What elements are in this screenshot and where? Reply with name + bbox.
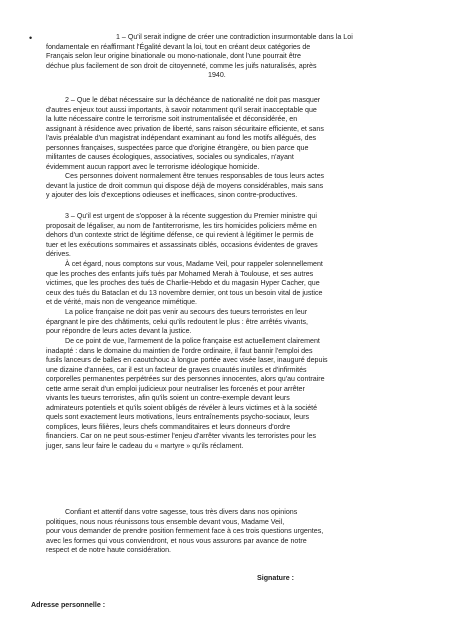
line: fondamentale en réaffirmant l'Égalité devant la loi, tout en créant deux catégories de: [46, 42, 311, 51]
line: Confiant et attentif dans votre sagesse, tous très divers dans nos opinions: [65, 508, 298, 516]
point-3-paragraph: [46, 212, 424, 260]
line: dehors d'un contexte strict de légitime défense, ce qui revient à légitimer le permis de: [46, 231, 314, 240]
line: une dizaine d'années, car il est un facteur de graves cruautés inutiles et d'infirmités: [46, 365, 307, 374]
line: 1940.: [208, 71, 226, 80]
line: À cet égard, nous comptons sur vous, Madame Veil, pour rappeler solennellement: [65, 260, 323, 268]
address-label: Adresse personnelle :: [31, 601, 106, 609]
line: l'avis préalable d'un magistrat indépendant examinant au fond les motifs allégués, des: [46, 134, 317, 143]
line: proposait de légaliser, au nom de l'antiterrorisme, les tirs homicides policiers même en: [46, 221, 317, 230]
line: De ce point de vue, l'armement de la police française est actuellement clairement: [65, 337, 320, 345]
veil-paragraph: [46, 260, 424, 308]
line: dérives.: [46, 250, 71, 259]
line: militantes de causes écologiques, associatives, sociales ou syndicales, n'ayant: [46, 153, 294, 162]
line: ceux des tués du Bataclan et du 13 novembre dernier, ont tous un besoin vital de justice: [46, 288, 323, 297]
line: évidemment aucun rapport avec le terrorisme idéologique homicide.: [46, 162, 260, 171]
line: politiques, nous nous réunissons tous ensemble devant vous, Madame Veil,: [46, 517, 285, 526]
list-bullet: •: [29, 33, 33, 43]
line: fusils lanceurs de balles en caoutchouc à longue portée avec visée laser, inauguré depuis: [46, 356, 328, 365]
line: corporelles permanentes perpétrées sur des personnes innocentes, alors qu'au contraire: [46, 375, 325, 384]
line: et de vérité, mais non de vengeance mimétique.: [46, 298, 198, 307]
line: complices, leurs filières, leurs chefs commanditaires et leurs donneurs d'ordre: [46, 422, 291, 431]
line: 1 – Qu'il serait indigne de créer une contradiction insurmontable dans la Loi: [116, 33, 353, 41]
line: déchue plus facilement de son droit de citoyenneté, comme les juifs naturalisés, après: [46, 61, 317, 70]
line: La police française ne doit pas venir au secours des tueurs terroristes en leur: [65, 308, 308, 316]
line: d'autres enjeux tout aussi importants, à savoir notamment qu'il serait inacceptable que: [46, 105, 317, 114]
line: 3 – Qu'il est urgent de s'opposer à la récente suggestion du Premier ministre qui: [65, 212, 317, 220]
line: la lutte nécessaire contre le terrorisme soit instrumentalisée et déconsidérée, en: [46, 115, 298, 124]
line: y ajouter des lois d'exceptions odieuses et inefficaces, sinon contre-productives.: [46, 191, 298, 200]
line: personnes françaises, suspectées parce que d'origine étrangère, ou bien parce que: [46, 143, 309, 152]
line: juger, sans leur faire le cadeau du « martyre » qu'ils réclament.: [46, 442, 244, 451]
line: victimes, que les proches des tués de Charlie-Hebdo et du magasin Hyper Cacher, que: [46, 279, 320, 288]
line: pour vous demander de prendre position fermement face à ces trois questions urgentes,: [46, 527, 324, 536]
line: devant la justice de droit commun qui dispose déjà de moyens considérables, mais sans: [46, 181, 324, 190]
line: inadapté : dans le domaine du maintien de l'ordre ordinaire, il faut bannir l'emploi des: [46, 346, 313, 355]
armament-paragraph: [46, 337, 424, 452]
signature-label: Signature :: [257, 574, 295, 582]
point-2-paragraph: [46, 96, 424, 201]
line: vivants les tueurs terroristes, afin qu'ils soient un contre-exemple devant leurs: [46, 394, 290, 403]
line: Ces personnes doivent normalement être tenues responsables de tous leurs actes: [65, 172, 325, 181]
line: 2 – Que le débat nécessaire sur la déchéance de nationalité ne doit pas masquer: [65, 96, 321, 104]
line: financiers. Car on ne peut sous-estimer l'enjeu d'arrêter vivants les terroristes pour les: [46, 432, 317, 441]
line: épargnant le pire des châtiments, celui qu'ils redoutent le plus : être arrêtés vivants,: [46, 317, 308, 326]
police-paragraph: [46, 308, 424, 337]
line: quels sont exactement leurs motivations, leurs entraînements psycho-sociaux, leurs: [46, 413, 309, 422]
line: avec les formes qui vous conviendront, et nous vous assurons par avance de notre: [46, 536, 307, 545]
line: admirateurs potentiels et qu'ils soient obligés de révéler à leurs victimes et à la société: [46, 403, 318, 412]
line: assignant à résidence avec privation de liberté, sans raison sécuritaire efficiente, et sans: [46, 124, 324, 133]
line: pour répondre de leurs actes devant la justice.: [46, 327, 192, 336]
line: cette arme serait d'un emploi judicieux pour neutraliser les forcenés et pour arrêter: [46, 384, 305, 393]
closing-paragraph: [46, 508, 424, 556]
line: tuer et les exécutions sommaires et assassinats ciblés, occasions évidentes de graves: [46, 240, 318, 249]
line: que les proches des enfants juifs tués par Mohamed Merah à Toulouse, et ses autres: [46, 269, 314, 278]
line: Français selon leur origine binationale ou mono-nationale, dont l'une pourrait être: [46, 52, 301, 61]
point-1-paragraph: [46, 33, 424, 81]
line: respect et de notre haute considération.: [46, 546, 172, 555]
